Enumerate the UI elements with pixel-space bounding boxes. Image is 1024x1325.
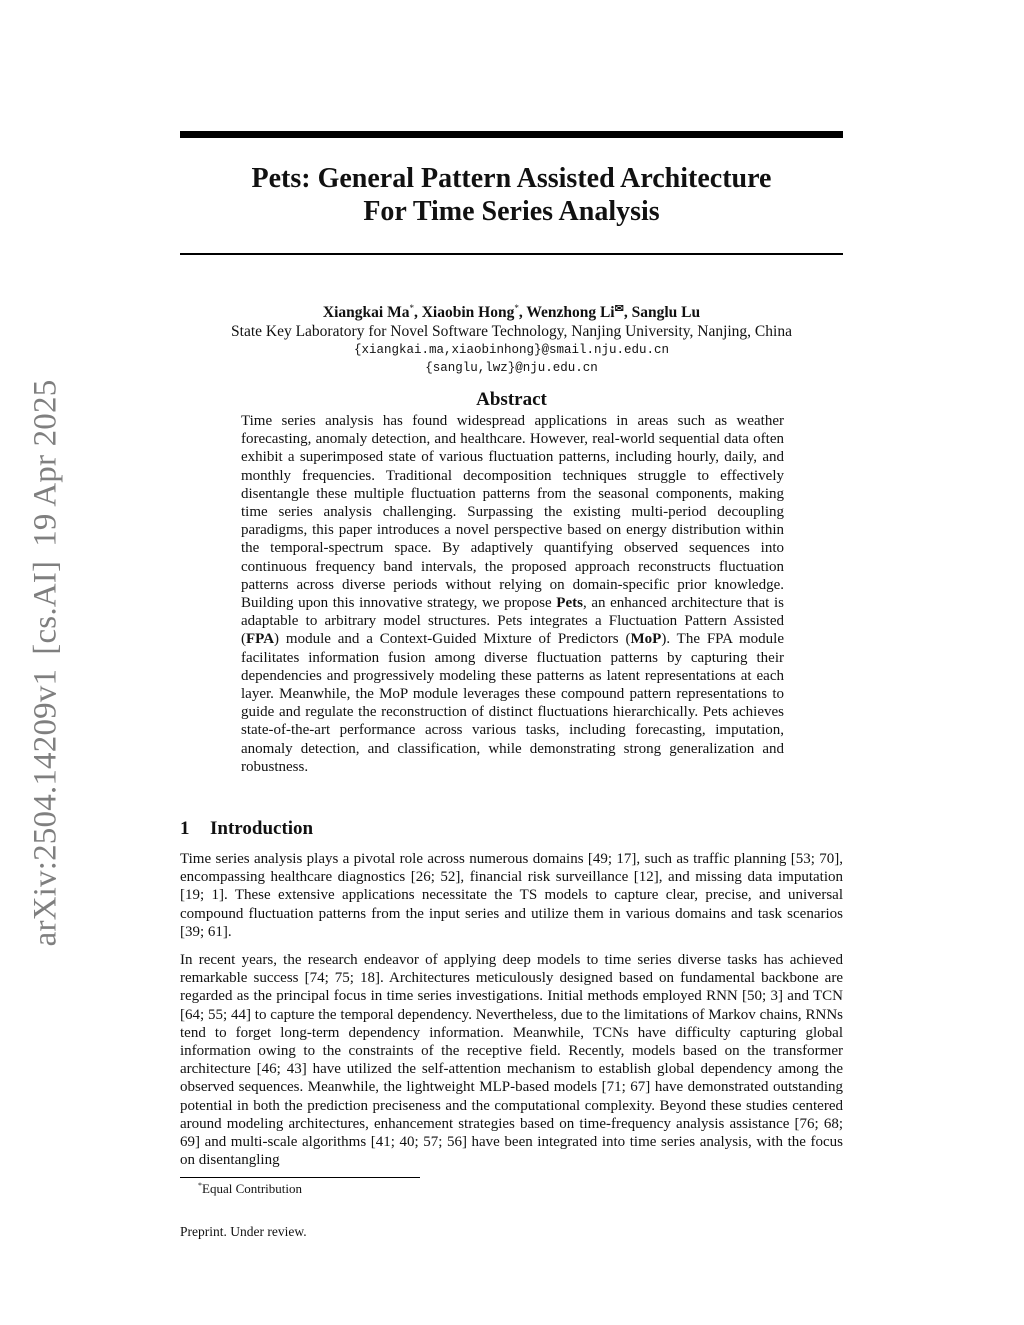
section-title: Introduction bbox=[210, 818, 314, 839]
arxiv-category: [cs.AI] bbox=[27, 560, 64, 655]
intro-paragraph-2: In recent years, the research endeavor of applying deep models to time series diverse tasks has achieved remarkable success [74; 75; 18]. Architectures meticulously designed based on fundamental backbone are regarded as the principal focus in time series investigations. Initial methods employed RNN [50; 3] and TCN [64; 55; 44] to capture the temporal dependency. Nevertheless, due to the limitations of Markov chains, RNNs tend to forget long-term dependency information. Meanwhile, TCNs have difficulty capturing global information owing to the constraints of the receptive field. Recently, models based on the transformer architecture [46; 43] have utilized the self-attention mechanism to establish global dependency among the observed sequences. Meanwhile, the lightweight MLP-based models [71; 67] have demonstrated outstanding potential in both the prediction preciseness and the computational complexity. Beyond these studies centered around modeling architectures, enhancement strategies based on time-frequency analysis assistance [76; 68; 69] and multi-scale algorithms [41; 40; 57; 56] have been integrated into time series analysis, with the focus on disentangling bbox=[180, 952, 843, 1169]
author-3: Wenzhong Li bbox=[526, 304, 615, 321]
title-line-2: For Time Series Analysis bbox=[363, 196, 660, 227]
affiliation: State Key Laboratory for Novel Software Technology, Nanjing University, Nanjing, China bbox=[231, 323, 792, 340]
abstract-heading: Abstract bbox=[476, 389, 547, 410]
abstract-bold-pets: Pets bbox=[556, 595, 583, 612]
email-line-2: {sanglu,lwz}@nju.edu.cn bbox=[425, 361, 598, 375]
abstract-bold-mop: MoP bbox=[630, 631, 662, 648]
abstract-part-2: , an enhanced architecture that is adaptable to arbitrary model structures. Pets integrates a Fluctuation Pattern Assisted ( bbox=[241, 595, 784, 648]
footnote-rule bbox=[180, 1177, 420, 1178]
title-line-1: Pets: General Pattern Assisted Architecture bbox=[251, 163, 772, 194]
abstract-part-3: ) module and a Context-Guided Mixture of Predictors ( bbox=[274, 631, 631, 648]
footnote bbox=[198, 1181, 302, 1197]
paper-title bbox=[180, 162, 843, 228]
arxiv-id: arXiv:2504.14209v1 bbox=[27, 668, 64, 947]
author-1: Xiangkai Ma bbox=[322, 304, 410, 321]
author-2-mark: * bbox=[514, 303, 519, 313]
section-heading-introduction bbox=[180, 818, 313, 840]
author-4: Sanglu Lu bbox=[631, 304, 701, 321]
section-number: 1 bbox=[180, 818, 190, 839]
email-line-1: {xiangkai.ma,xiaobinhong}@smail.nju.edu.cn bbox=[353, 343, 670, 357]
arxiv-side-stamp bbox=[28, 380, 65, 947]
footnote-mark: * bbox=[198, 1181, 202, 1190]
author-names: Xiangkai Ma*, Xiaobin Hong*, Wenzhong Li✉, Sanglu Lu bbox=[322, 303, 701, 321]
footnote-text: Equal Contribution bbox=[202, 1181, 303, 1196]
envelope-icon: ✉ bbox=[614, 303, 624, 315]
abstract-body bbox=[241, 412, 784, 776]
title-top-rule bbox=[180, 131, 843, 138]
abstract-part-1: Time series analysis has found widespread applications in areas such as weather forecasting, anomaly detection, and healthcare. However, real-world sequential data often exhibit a superimposed state of various fluctuation patterns, including hourly, daily, and monthly frequencies. Traditional decomposition techniques struggle to effectively disentangle these multiple fluctuation patterns from the seasonal components, making time series analysis challenging. Surpassing the existing multi-period decoupling paradigms, this paper introduces a novel perspective based on energy distribution within the temporal-spectrum space. By adaptively quantifying observed sequences into continuous frequency band intervals, the proposed approach reconstructs fluctuation patterns across diverse periods without relying on domain-specific prior knowledge. Building upon this innovative strategy, we propose bbox=[241, 413, 784, 612]
preprint-notice: Preprint. Under review. bbox=[180, 1224, 307, 1239]
author-1-mark: * bbox=[409, 303, 414, 313]
title-bottom-rule bbox=[180, 253, 843, 255]
author-block bbox=[140, 299, 883, 377]
intro-paragraph-1: Time series analysis plays a pivotal role across numerous domains [49; 17], such as traffic planning [53; 70], encompassing healthcare diagnostics [26; 52], financial risk surveillance [12], and missing data imputation [19; 1]. These extensive applications necessitate the TS models to capture clear, precise, and universal compound fluctuation patterns from the input series and utilize them in various domains and task scenarios [39; 61]. bbox=[180, 851, 843, 940]
arxiv-date: 19 Apr 2025 bbox=[27, 379, 64, 547]
abstract-part-4: ). The FPA module facilitates information fusion among diverse fluctuation patterns by capturing their dependencies and progressively modeling these patterns as latent representations at each layer. Meanwhile, the MoP module leverages these compound pattern representations to guide and regulate the reconstruction of distinct fluctuations hierarchically. Pets achieves state-of-the-art performance across various tasks, including forecasting, imputation, anomaly detection, and classification, while demonstrating strong generalization and robustness. bbox=[241, 631, 784, 775]
author-2: Xiaobin Hong bbox=[421, 304, 515, 321]
abstract-bold-fpa: FPA bbox=[246, 631, 275, 648]
